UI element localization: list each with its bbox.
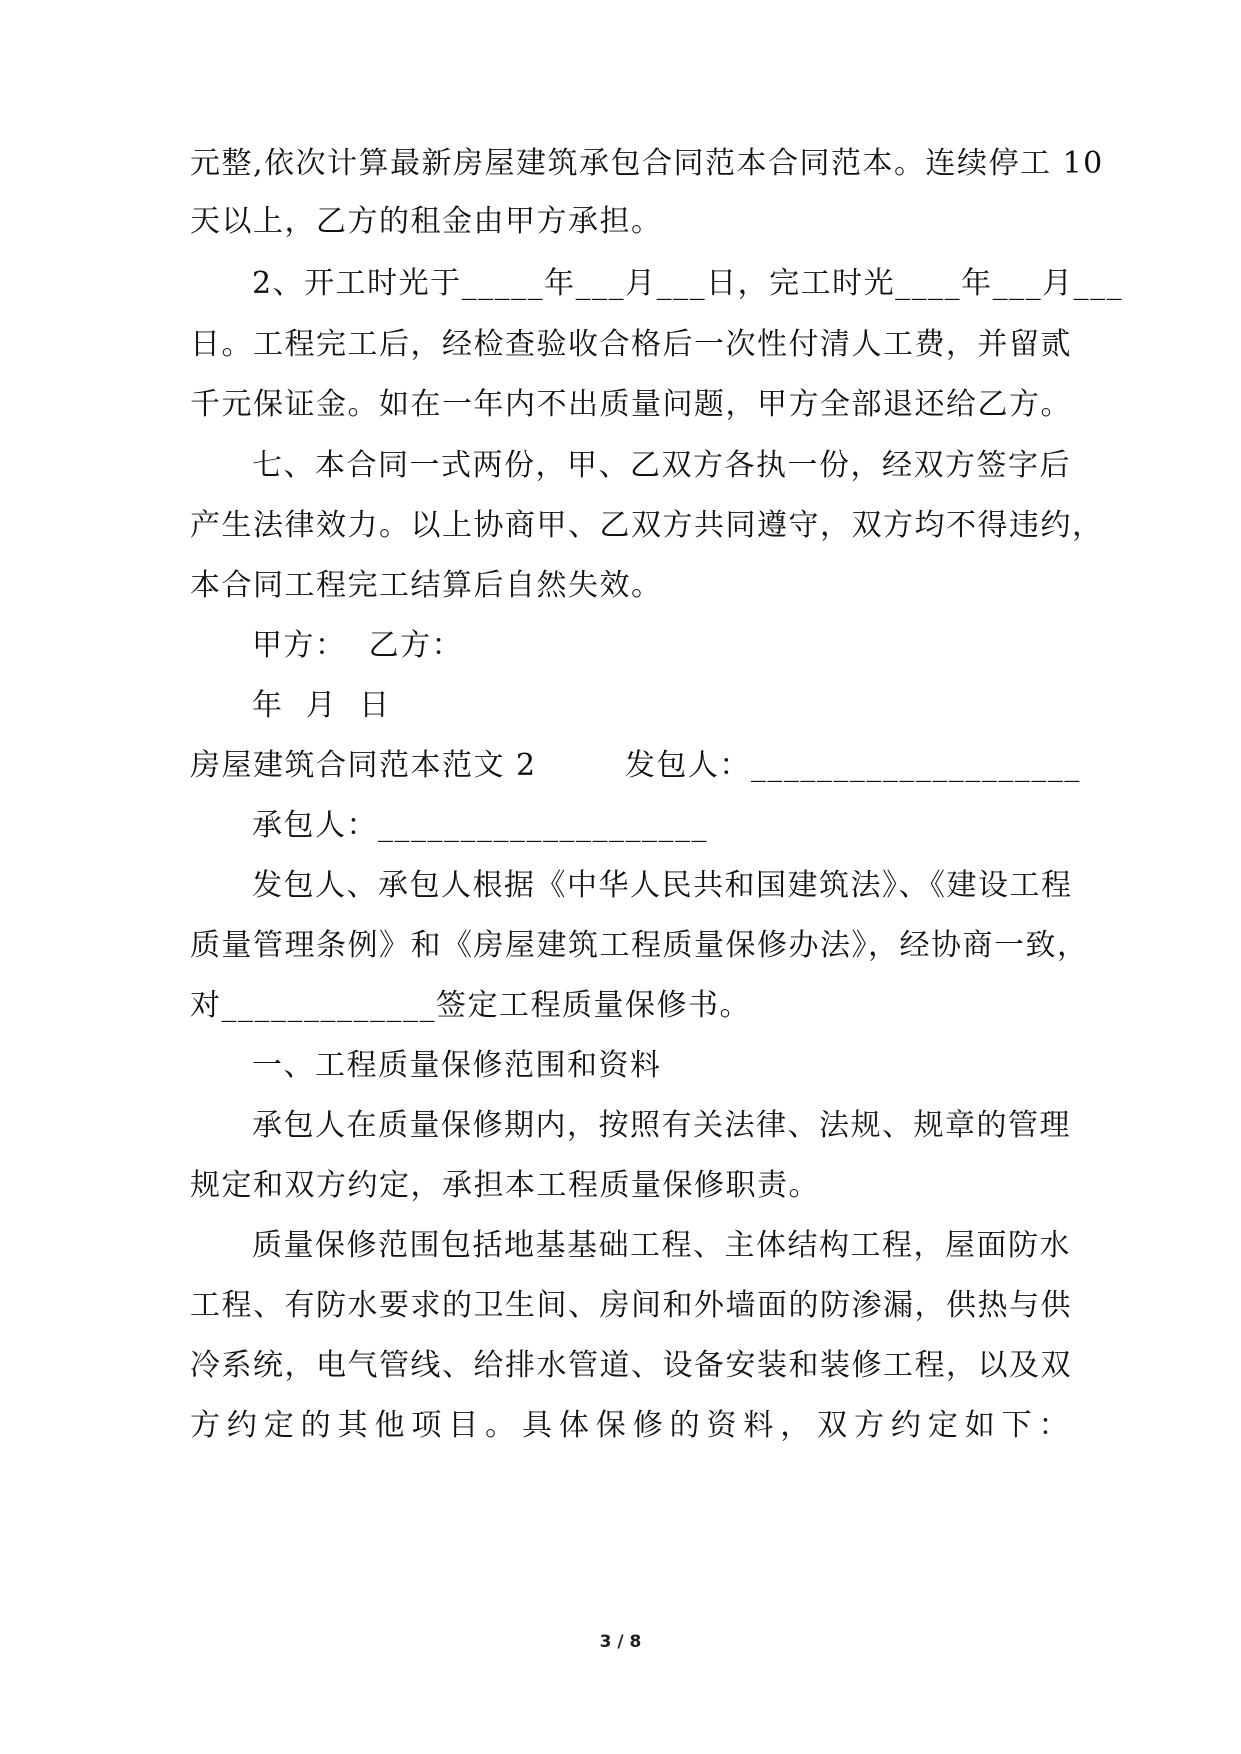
page-number: 3 / 8 [599,1632,642,1652]
signature-parties: 甲方： 乙方： [252,628,464,663]
paragraph-line: 规定和双方约定，承担本工程质量保修职责。 [190,1168,820,1203]
paragraph-line: 天以上，乙方的租金由甲方承担。 [190,204,663,239]
paragraph-line: 产生法律效力。以上协商甲、乙双方共同遵守，双方均不得违约， [190,508,1104,543]
paragraph-line: 本合同工程完工结算后自然失效。 [190,568,663,603]
paragraph-line: 工程、有防水要求的卫生间、房间和外墙面的防渗漏，供热与供 [190,1288,1072,1323]
paragraph-line: 对_____________签定工程质量保修书。 [190,988,751,1023]
paragraph-line: 承包人在质量保修期内，按照有关法律、法规、规章的管理 [252,1108,1071,1143]
paragraph-line: 2、开工时光于_____年___月___日，完工时光____年___月___ [252,266,1124,301]
section-heading: 房屋建筑合同范本范文 2 发包人：____________________ [190,748,1081,783]
paragraph-line: 元整,依次计算最新房屋建筑承包合同范本合同范本。连续停工 10 [190,146,1104,181]
contractor-field: 承包人：____________________ [252,808,708,843]
paragraph-line: 冷系统，电气管线、给排水管道、设备安装和装修工程，以及双 [190,1348,1072,1383]
paragraph-line: 质量管理条例》和《房屋建筑工程质量保修办法》，经协商一致， [190,928,1089,963]
paragraph-line: 七、本合同一式两份，甲、乙双方各执一份，经双方签字后 [252,448,1071,483]
paragraph-line: 方约定的其他项目。具体保修的资料，双方约定如下： [190,1408,1070,1443]
signature-date: 年 月 日 [252,688,391,723]
paragraph-line: 日。工程完工后，经检查验收合格后一次性付清人工费，并留贰 [190,327,1072,362]
paragraph-line: 发包人、承包人根据《中华人民共和国建筑法》、《建设工程 [252,868,1073,903]
paragraph-line: 质量保修范围包括地基基础工程、主体结构工程，屋面防水 [252,1228,1071,1263]
paragraph-line: 千元保证金。如在一年内不出质量问题，甲方全部退还给乙方。 [190,387,1072,422]
subsection-heading: 一、工程质量保修范围和资料 [252,1048,662,1083]
